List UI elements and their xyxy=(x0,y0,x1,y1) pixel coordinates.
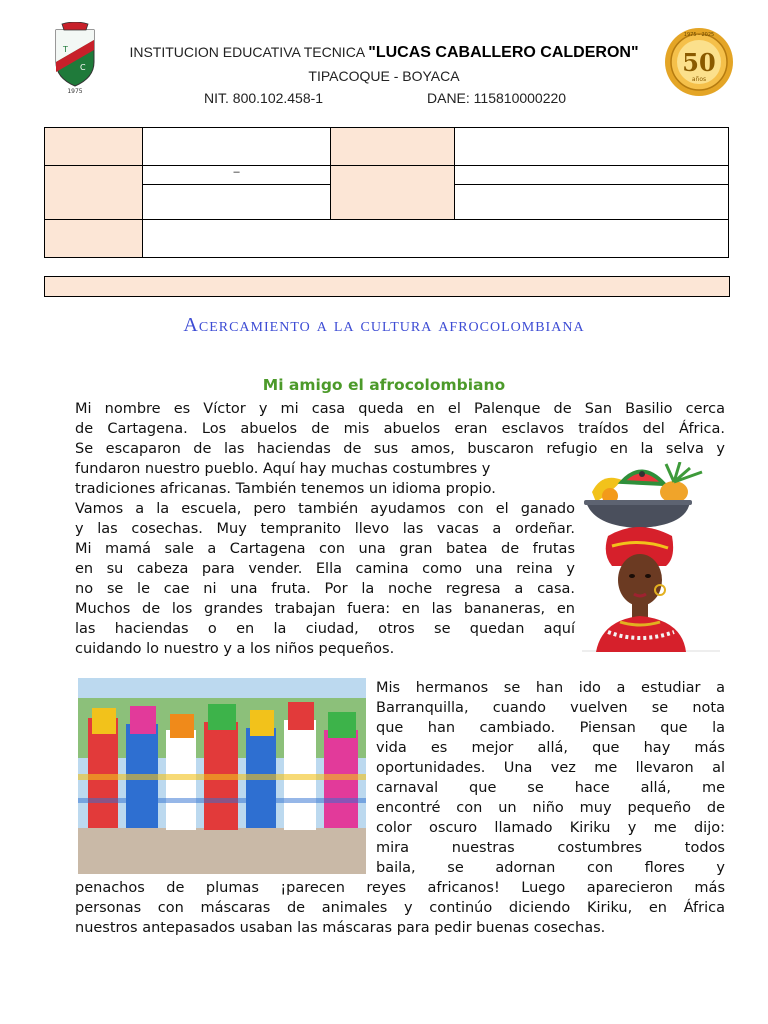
section-bar xyxy=(44,276,730,297)
label-cell xyxy=(45,220,143,258)
text-line: Muchos de los grandes trabajan fuera: en las bananeras, en xyxy=(75,601,575,617)
school-line xyxy=(0,44,768,62)
text-line: encontré con un niño muy pequeño de xyxy=(376,800,725,816)
text-line: baila, se adornan con flores y xyxy=(376,860,725,876)
student-info-table xyxy=(44,127,729,258)
field-cell[interactable] xyxy=(143,128,331,166)
text-line: mira nuestras costumbres todos xyxy=(376,840,725,856)
text-line: oportunidades. Una vez me llevaron al xyxy=(376,760,725,776)
school-prefix: INSTITUCION EDUCATIVA TECNICA xyxy=(129,44,369,60)
text-line: que han cambiado. Piensan que la xyxy=(376,720,725,736)
label-cell xyxy=(331,128,455,166)
text-line: Mi mamá sale a Cartagena con una gran batea de frutas xyxy=(75,541,575,557)
story-title: Mi amigo el afrocolombiano xyxy=(262,376,506,394)
svg-text:T: T xyxy=(63,45,68,54)
text-line: Mi nombre es Víctor y mi casa queda en el Palenque de San Basilio cerca xyxy=(75,401,725,417)
text-line: Vamos a la escuela, pero también ayudamos con el ganado xyxy=(75,501,575,517)
text-line: Se escaparon de las haciendas de sus amos, buscaron refugio en la selva y xyxy=(75,441,725,457)
dane-number: DANE: 115810000220 xyxy=(427,90,567,106)
text-line: penachos de plumas ¡parecen reyes africanos! Luego aparecieron más xyxy=(75,880,725,896)
svg-text:C: C xyxy=(80,63,86,72)
text-line: color oscuro llamado Kiriku y me dijo: xyxy=(376,820,725,836)
text-line: las haciendas o en la ciudad, otros se quedan aquí xyxy=(75,621,575,637)
label-cell xyxy=(45,128,143,166)
text-line: en su cabeza para vender. Ella camina como una reina y xyxy=(75,561,575,577)
carnival-photo xyxy=(78,678,366,874)
school-name: "LUCAS CABALLERO CALDERON" xyxy=(368,44,639,61)
label-cell xyxy=(331,166,455,220)
text-line: fundaron nuestro pueblo. Aquí hay muchas costumbres y xyxy=(75,461,491,477)
story-paragraph-3 xyxy=(75,878,725,938)
text-line: Barranquilla, cuando vuelven se nota xyxy=(376,700,725,716)
text-line: personas con máscaras de animales y continúo diciendo Kiriku, en África xyxy=(75,900,725,916)
text-line: de Cartagena. Los abuelos de mis abuelos eran esclavos traídos del África. xyxy=(75,421,725,437)
field-cell[interactable] xyxy=(143,185,331,220)
date-dash: – xyxy=(233,166,240,178)
page-title: Acercamiento a la cultura afrocolombiana xyxy=(183,314,585,336)
field-cell[interactable] xyxy=(455,128,729,166)
field-cell[interactable] xyxy=(455,166,729,185)
seal-word: años xyxy=(691,76,707,83)
text-line: no se le cae ni una fruta. Por la noche regresa a casa. xyxy=(75,581,575,597)
text-line: carnaval que se hace allá, me xyxy=(376,780,725,796)
text-line: Mis hermanos se han ido a estudiar a xyxy=(376,680,725,696)
crest-year: 1975 xyxy=(67,88,83,94)
date-field-cell[interactable] xyxy=(143,166,331,185)
anniversary-seal-icon xyxy=(662,24,736,100)
text-line: nuestros antepasados usaban las máscaras para pedir buenas cosechas. xyxy=(75,920,606,936)
field-cell-wide[interactable] xyxy=(143,220,729,258)
story-paragraph-2 xyxy=(376,678,725,878)
text-line: vida es mejor allá, que hay más xyxy=(376,740,725,756)
text-line: cuidando lo nuestro y a los niños pequeños. xyxy=(75,641,395,657)
label-cell xyxy=(45,166,143,220)
school-location: TIPACOQUE - BOYACA xyxy=(308,68,460,84)
palenquera-illustration xyxy=(582,462,720,654)
seal-years: 1975 - 2025 xyxy=(683,32,715,38)
text-line: y las cosechas. Muy tempranito llevo las vacas a ordeñar. xyxy=(75,521,575,537)
field-cell[interactable] xyxy=(455,185,729,220)
text-line: tradiciones africanas. También tenemos un idioma propio. xyxy=(75,481,496,497)
nit-number: NIT. 800.102.458-1 xyxy=(204,90,324,106)
seal-number: 50 xyxy=(682,48,716,77)
